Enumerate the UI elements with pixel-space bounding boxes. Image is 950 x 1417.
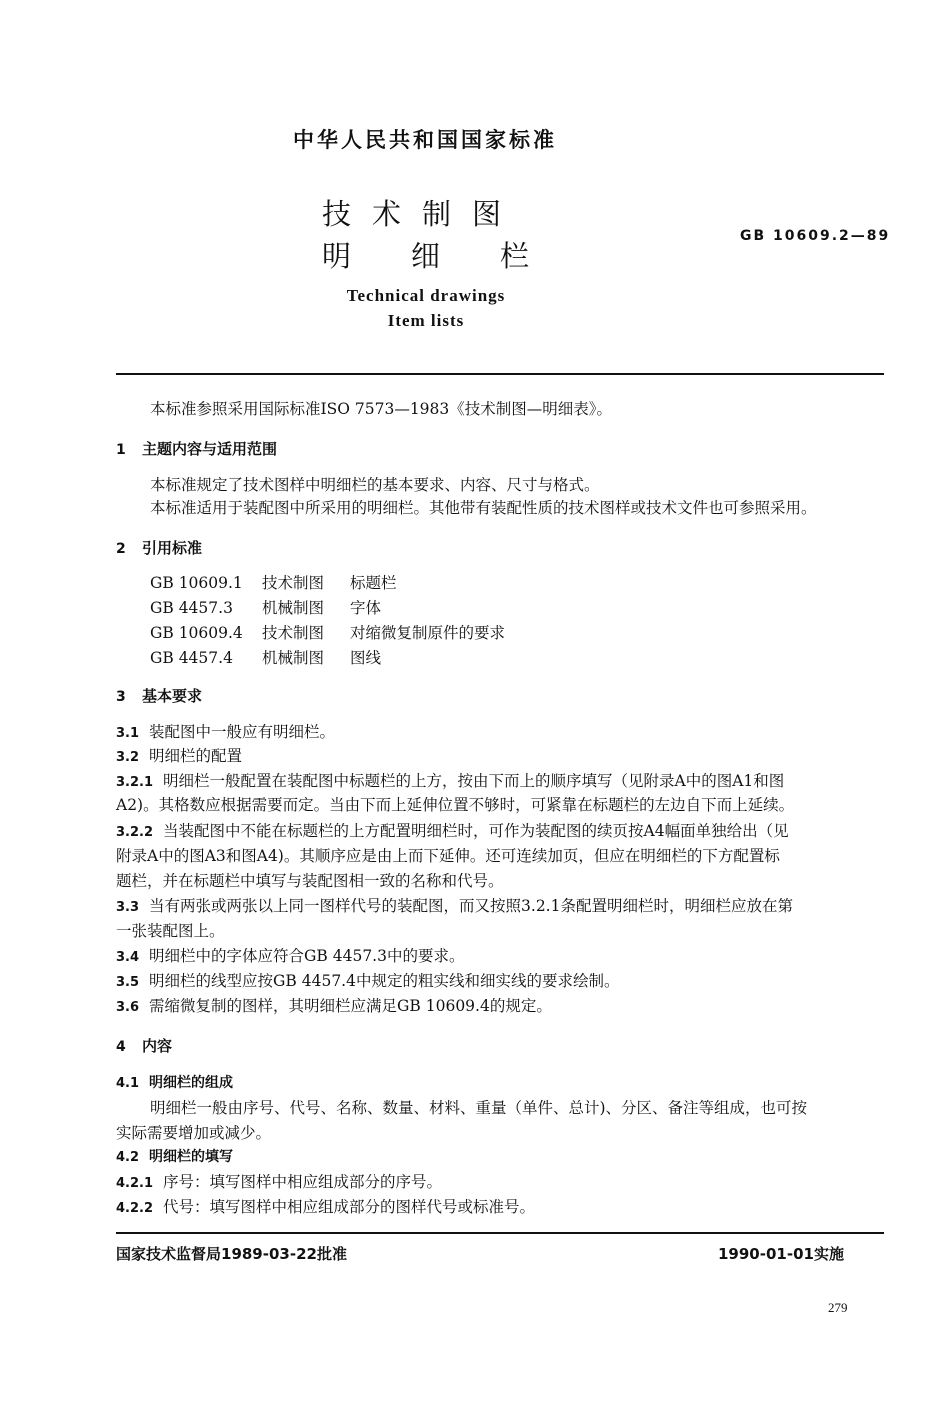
reference-code: GB 4457.3 [150,599,233,617]
clause-4-2-1 [116,1171,442,1195]
clause-4-2-2 [116,1196,535,1220]
section-number: 1 [116,442,126,458]
reference-title: 对缩微复制原件的要求 [350,624,506,642]
clause-4-2-heading [116,1146,233,1166]
section-number: 3 [116,689,126,705]
reference-code: GB 4457.4 [150,649,233,667]
clause-text: 当装配图中不能在标题栏的上方配置明细栏时，可作为装配图的续页按A4幅面单独给出（见 [163,822,789,840]
clause-title: 明细栏的填写 [149,1149,234,1165]
reference-title: 标题栏 [350,574,397,592]
clause-text: 明细栏一般配置在装配图中标题栏的上方，按由下而上的顺序填写（见附录A中的图A1和图 [163,772,785,790]
section-1-paragraph-2: 本标准适用于装配图中所采用的明细栏。其他带有装配性质的技术图样或技术文件也可参照采用。 [150,499,817,517]
clause-text: 装配图中一般应有明细栏。 [149,723,336,741]
reference-item [150,647,381,669]
clause-number: 3.2.2 [116,825,154,840]
section-title: 主题内容与适用范围 [142,440,278,458]
title-english-line2: Item lists [387,311,465,330]
reference-title: 字体 [350,599,382,617]
section-title: 基本要求 [142,687,203,705]
reference-category: 技术制图 [262,574,325,592]
clause-number: 3.4 [116,950,140,965]
approval-date: 国家技术监督局1989-03-22批准 [116,1245,347,1263]
clause-text: 明细栏的配置 [149,747,243,765]
clause-3-5 [116,970,619,994]
clause-number: 3.3 [116,900,140,915]
section-1-paragraph-1: 本标准规定了技术图样中明细栏的基本要求、内容、尺寸与格式。 [150,476,600,494]
clause-3-6 [116,995,552,1019]
title-chinese-line1: 技术制图 [322,197,523,231]
clause-3-3-continued: 一张装配图上。 [116,922,225,940]
section-title: 内容 [142,1037,173,1055]
clause-text: 需缩微复制的图样，其明细栏应满足GB 10609.4的规定。 [149,997,552,1015]
section-3-heading [116,685,202,706]
clause-text: 明细栏的线型应按GB 4457.4中规定的粗实线和细实线的要求绘制。 [149,972,620,990]
clause-3-2-2-continued: 题栏，并在标题栏中填写与装配图相一致的名称和代号。 [116,872,504,890]
clause-3-4 [116,945,464,969]
section-2-heading [116,537,202,558]
clause-text: 序号：填写图样中相应组成部分的序号。 [163,1173,443,1191]
reference-item [150,597,381,619]
title-english-line1: Technical drawings [346,286,506,305]
clause-number: 3.6 [116,1000,140,1015]
clause-number: 3.2.1 [116,775,154,790]
section-number: 4 [116,1039,126,1055]
clause-3-2-2-continued: 附录A中的图A3和图A4)。其顺序应是由上而下延伸。还可连续加页，但应在明细栏的下方配置标 [116,847,780,865]
clause-number: 4.2 [116,1150,140,1165]
standard-number: GB 10609.2—89 [740,228,891,244]
clause-text: 当有两张或两张以上同一图样代号的装配图，而又按照3.2.1条配置明细栏时，明细栏应放在第 [149,897,793,915]
clause-number: 3.2 [116,750,140,765]
clause-3-2-1 [116,770,784,794]
clause-3-3 [116,895,793,919]
section-number: 2 [116,541,126,557]
reference-item [150,572,397,594]
section-1-heading [116,438,277,459]
reference-category: 机械制图 [262,599,325,617]
clause-3-2 [116,745,242,769]
clause-text: 明细栏中的字体应符合GB 4457.3中的要求。 [149,947,465,965]
reference-category: 技术制图 [262,624,325,642]
nation-standard-heading: 中华人民共和国国家标准 [293,128,557,152]
reference-title: 图线 [350,649,382,667]
reference-category: 机械制图 [262,649,325,667]
reference-code: GB 10609.1 [150,574,243,592]
reference-code: GB 10609.4 [150,624,243,642]
clause-4-1-paragraph-continued: 实际需要增加或减少。 [116,1124,272,1142]
footer-divider [116,1232,884,1234]
clause-number: 4.2.1 [116,1176,154,1191]
clause-number: 4.1 [116,1076,140,1091]
header-divider [116,373,884,375]
clause-number: 4.2.2 [116,1201,154,1216]
clause-title: 明细栏的组成 [149,1075,234,1091]
clause-4-1-paragraph: 明细栏一般由序号、代号、名称、数量、材料、重量（单件、总计)、分区、备注等组成，也可按 [150,1099,808,1117]
intro-paragraph: 本标准参照采用国际标准ISO 7573—1983《技术制图—明细表》。 [150,400,613,418]
clause-3-1 [116,721,335,745]
clause-text: 代号：填写图样中相应组成部分的图样代号或标准号。 [163,1198,536,1216]
clause-3-2-2 [116,820,789,844]
title-chinese-line2: 明细栏 [322,239,590,273]
clause-4-1-heading [116,1072,233,1092]
clause-number: 3.5 [116,975,140,990]
section-title: 引用标准 [142,539,203,557]
clause-3-2-1-continued: A2)。其格数应根据需要而定。当由下而上延伸位置不够时，可紧靠在标题栏的左边自下而上延续。 [116,796,795,814]
effective-date: 1990-01-01实施 [718,1245,844,1263]
reference-item [150,622,505,644]
section-4-heading [116,1035,172,1056]
page-number: 279 [828,1300,848,1315]
clause-number: 3.1 [116,726,140,741]
